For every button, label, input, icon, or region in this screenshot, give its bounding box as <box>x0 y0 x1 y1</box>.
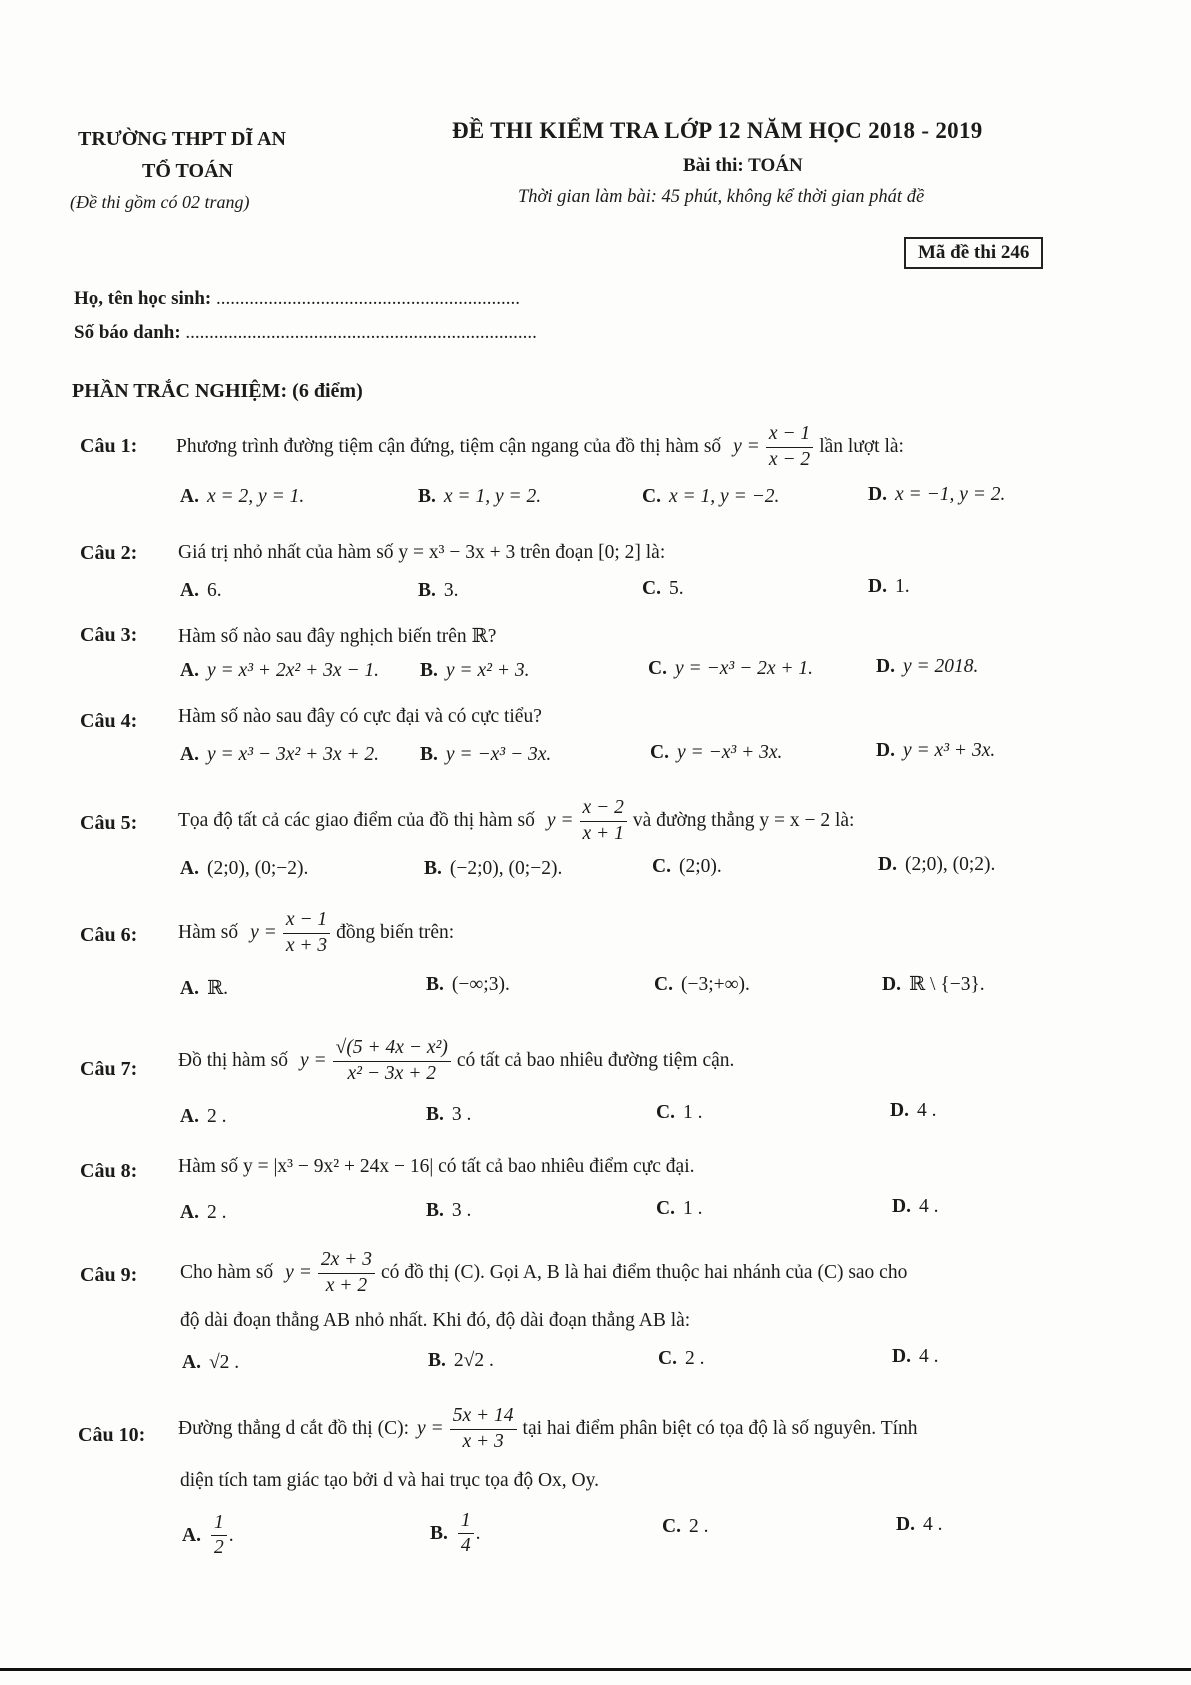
fraction-denominator: x + 3 <box>462 1430 504 1452</box>
option-text: y = −x³ + 3x. <box>676 742 783 763</box>
fraction-denominator: 4 <box>460 1535 471 1557</box>
option-label: A. <box>182 1352 201 1373</box>
option-text: (−2;0), (0;−2). <box>449 858 563 879</box>
answer-option[interactable] <box>878 854 995 876</box>
pages-note: (Đề thi gồm có 02 trang) <box>70 192 250 212</box>
option-text: 2 . <box>206 1202 227 1223</box>
option-label: C. <box>654 974 673 995</box>
answer-option[interactable] <box>420 744 551 766</box>
answer-option[interactable] <box>650 742 782 764</box>
option-label: C. <box>656 1102 675 1123</box>
question-number: Câu 9: <box>80 1264 138 1286</box>
formula-lhs: y = <box>546 810 574 831</box>
formula-lhs: y = <box>417 1418 444 1439</box>
student-id-row <box>74 322 537 344</box>
question-number: Câu 8: <box>80 1160 138 1182</box>
option-label: B. <box>430 1522 448 1544</box>
fraction-denominator: x + 2 <box>325 1274 368 1296</box>
option-label: C. <box>650 742 669 763</box>
question-text-part: Cho hàm số <box>180 1262 274 1283</box>
question-number: Câu 7: <box>80 1058 138 1080</box>
question-text-part: Hàm số <box>178 922 239 943</box>
answer-option[interactable] <box>180 580 222 602</box>
answer-option[interactable] <box>430 1510 481 1558</box>
student-name-row <box>74 288 520 310</box>
option-label: C. <box>658 1348 677 1369</box>
option-label: B. <box>426 1200 444 1221</box>
fraction-numerator: √(5 + 4x − x²) <box>333 1037 451 1061</box>
question-text: Hàm số nào sau đây có cực đại và có cực tiểu? <box>178 706 542 727</box>
answer-option[interactable] <box>426 1104 471 1126</box>
fraction-numerator: x − 1 <box>766 423 813 447</box>
option-label: B. <box>418 486 436 507</box>
question-text <box>176 418 904 476</box>
option-text: (−3;+∞). <box>680 974 750 995</box>
option-text: 2√2 . <box>453 1350 494 1371</box>
option-text: x = 1, y = 2. <box>443 486 542 507</box>
question-text-line2: độ dài đoạn thẳng AB nhỏ nhất. Khi đó, độ dài đoạn thẳng AB là: <box>180 1310 691 1331</box>
option-label: D. <box>878 854 897 875</box>
option-label: D. <box>876 740 895 761</box>
fraction-numerator: 1 <box>211 1512 227 1536</box>
formula-lhs: y = <box>250 922 277 943</box>
option-text: y = 2018. <box>902 656 979 677</box>
option-label: B. <box>420 660 438 681</box>
question-number: Câu 4: <box>80 710 138 732</box>
option-text: ℝ. <box>206 978 229 999</box>
answer-option[interactable] <box>868 576 910 598</box>
question-text-part: lần lượt là: <box>819 436 904 457</box>
fraction-numerator: 5x + 14 <box>450 1405 517 1429</box>
question-text: Hàm số y = |x³ − 9x² + 24x − 16| có tất cả bao nhiêu điểm cực đại. <box>178 1156 695 1177</box>
answer-option[interactable] <box>182 1512 234 1560</box>
formula-lhs: y = <box>285 1262 312 1283</box>
answer-option[interactable] <box>418 580 459 602</box>
fraction <box>318 1249 375 1297</box>
answer-option[interactable] <box>890 1100 936 1122</box>
formula-lhs: y = <box>733 436 760 457</box>
school-name: TRƯỜNG THPT DĨ AN <box>78 128 286 150</box>
option-text: x = 1, y = −2. <box>668 486 780 507</box>
question-text: Hàm số nào sau đây nghịch biến trên ℝ? <box>178 626 497 647</box>
question-number: Câu 6: <box>80 924 138 946</box>
option-label: B. <box>426 1104 444 1125</box>
answer-option[interactable] <box>180 976 228 1000</box>
fraction-denominator: x + 1 <box>582 822 624 844</box>
option-suffix: . <box>228 1524 234 1546</box>
answer-option[interactable] <box>180 660 379 682</box>
option-text: 5. <box>668 578 684 599</box>
option-text: y = x² + 3. <box>445 660 530 681</box>
answer-option[interactable] <box>892 1346 938 1368</box>
option-text: ℝ \ {−3}. <box>908 974 985 995</box>
fraction <box>580 797 627 845</box>
answer-option[interactable] <box>180 858 308 880</box>
answer-option[interactable] <box>180 486 304 508</box>
fraction-denominator: x² − 3x + 2 <box>347 1062 436 1084</box>
student-id-label: Số báo danh: <box>74 322 181 343</box>
option-label: D. <box>876 656 895 677</box>
fraction <box>333 1037 451 1085</box>
scan-edge-divider <box>0 1668 1191 1671</box>
answer-option[interactable] <box>180 1202 226 1224</box>
option-label: D. <box>882 974 901 995</box>
department-name: TỔ TOÁN <box>142 160 233 182</box>
question-text-part: có tất cả bao nhiêu đường tiệm cận. <box>456 1050 735 1071</box>
question-number: Câu 1: <box>80 435 138 457</box>
answer-option[interactable] <box>180 744 379 766</box>
option-text: 1 . <box>682 1198 703 1219</box>
question-text-part: đồng biến trên: <box>336 922 455 943</box>
option-label: A. <box>180 580 199 601</box>
option-text: (2;0), (0;−2). <box>206 858 309 879</box>
option-label: A. <box>180 660 199 681</box>
answer-option[interactable] <box>656 1102 702 1124</box>
option-label: D. <box>892 1346 911 1367</box>
exam-title: ĐỀ THI KIỂM TRA LỚP 12 NĂM HỌC 2018 - 2019 <box>452 118 983 143</box>
student-name-dots: ................................................................ <box>216 288 520 309</box>
answer-option[interactable] <box>418 486 541 508</box>
answer-option[interactable] <box>896 1514 942 1536</box>
answer-option[interactable] <box>652 856 722 878</box>
question-number: Câu 2: <box>80 542 138 564</box>
option-label: D. <box>896 1514 915 1535</box>
fraction-denominator: 2 <box>213 1537 224 1559</box>
fraction-denominator: x − 2 <box>768 448 811 470</box>
option-label: A. <box>180 1106 199 1127</box>
answer-option[interactable] <box>420 660 530 682</box>
answer-option[interactable] <box>642 486 779 508</box>
formula-lhs: y = <box>299 1050 327 1071</box>
option-text: y = x³ + 2x² + 3x − 1. <box>206 660 380 681</box>
answer-option[interactable] <box>882 972 985 996</box>
question-number: Câu 3: <box>80 624 138 646</box>
option-text: 4 . <box>918 1196 939 1217</box>
option-label: A. <box>180 486 199 507</box>
option-text: 2 . <box>684 1348 705 1369</box>
option-text: 4 . <box>918 1346 939 1367</box>
answer-option[interactable] <box>868 484 1005 506</box>
answer-option[interactable] <box>658 1348 704 1370</box>
option-text: 3 . <box>451 1104 472 1125</box>
option-label: B. <box>426 974 444 995</box>
question-text-part: Phương trình đường tiệm cận đứng, tiệm cận ngang của đồ thị hàm số <box>176 436 722 457</box>
option-text: 1. <box>894 576 910 597</box>
option-text: y = x³ − 3x² + 3x + 2. <box>206 744 380 765</box>
option-text: 1 . <box>682 1102 703 1123</box>
option-label: A. <box>182 1524 201 1546</box>
option-text: 4 . <box>916 1100 937 1121</box>
fraction <box>458 1510 474 1558</box>
fraction <box>766 423 813 471</box>
option-label: C. <box>642 578 661 599</box>
option-label: A. <box>180 978 199 999</box>
question-number: Câu 10: <box>78 1424 146 1446</box>
option-text: 4 . <box>922 1514 943 1535</box>
fraction <box>283 909 330 957</box>
question-text-part: tại hai điểm phân biệt có tọa độ là số nguyên. Tính <box>522 1418 918 1439</box>
fraction-numerator: x − 1 <box>283 909 330 933</box>
answer-option[interactable] <box>656 1198 702 1220</box>
question-text-part: có đồ thị (C). Gọi A, B là hai điểm thuộc hai nhánh của (C) sao cho <box>380 1262 908 1283</box>
option-label: C. <box>656 1198 675 1219</box>
exam-code-box: Mã đề thi 246 <box>904 237 1043 269</box>
answer-option[interactable] <box>424 858 562 880</box>
option-label: C. <box>642 486 661 507</box>
answer-option[interactable] <box>648 658 813 680</box>
question-number: Câu 5: <box>80 812 138 834</box>
section-title: PHẦN TRẮC NGHIỆM: (6 điểm) <box>72 380 363 402</box>
fraction <box>211 1512 227 1560</box>
answer-option[interactable] <box>428 1350 494 1372</box>
option-text: 3. <box>443 580 459 601</box>
question-text-part: Tọa độ tất cả các giao điểm của đồ thị hàm số <box>178 810 535 831</box>
option-label: B. <box>420 744 438 765</box>
option-text: (−∞;3). <box>451 974 510 995</box>
option-label: C. <box>662 1516 681 1537</box>
question-text <box>180 1242 907 1304</box>
option-text: y = −x³ − 3x. <box>445 744 552 765</box>
question-text <box>178 1398 918 1460</box>
question-text-part: Đường thẳng d cắt đồ thị (C): <box>178 1418 410 1439</box>
question-text-part: và đường thẳng y = x − 2 là: <box>632 810 855 831</box>
time-note: Thời gian làm bài: 45 phút, không kể thời gian phát đề <box>518 187 925 207</box>
option-text: (2;0). <box>678 856 722 877</box>
answer-option[interactable] <box>642 578 684 600</box>
question-text-line2: diện tích tam giác tạo bởi d và hai trục tọa độ Ox, Oy. <box>180 1470 599 1491</box>
answer-option[interactable] <box>654 974 750 996</box>
option-label: A. <box>180 744 199 765</box>
option-text: 6. <box>206 580 222 601</box>
fraction-denominator: x + 3 <box>285 934 328 956</box>
question-text <box>178 1030 734 1092</box>
option-text: 2 . <box>206 1106 227 1127</box>
option-label: C. <box>648 658 667 679</box>
option-label: A. <box>180 1202 199 1223</box>
answer-option[interactable] <box>426 974 510 996</box>
option-label: B. <box>428 1350 446 1371</box>
answer-option[interactable] <box>426 1200 471 1222</box>
option-label: D. <box>868 484 887 505</box>
option-text: x = 2, y = 1. <box>206 486 305 507</box>
answer-option[interactable] <box>662 1516 708 1538</box>
option-text: x = −1, y = 2. <box>894 484 1006 505</box>
student-name-label: Họ, tên học sinh: <box>74 288 212 309</box>
fraction-numerator: 1 <box>458 1510 474 1534</box>
option-label: D. <box>890 1100 909 1121</box>
answer-option[interactable] <box>180 1106 226 1128</box>
option-text: y = x³ + 3x. <box>902 740 996 761</box>
option-label: B. <box>418 580 436 601</box>
fraction-numerator: x − 2 <box>580 797 627 821</box>
option-text: (2;0), (0;2). <box>904 854 996 875</box>
option-label: D. <box>892 1196 911 1217</box>
option-label: B. <box>424 858 442 879</box>
question-text: Giá trị nhỏ nhất của hàm số y = x³ − 3x + 3 trên đoạn [0; 2] là: <box>178 542 666 563</box>
option-text: 3 . <box>451 1200 472 1221</box>
option-text: √2 . <box>208 1352 240 1373</box>
option-text: 2 . <box>688 1516 709 1537</box>
option-text: y = −x³ − 2x + 1. <box>674 658 814 679</box>
fraction-numerator: 2x + 3 <box>318 1249 375 1273</box>
option-suffix: . <box>475 1522 481 1544</box>
student-id-dots: .......................................................................... <box>185 322 537 343</box>
question-text <box>178 792 854 850</box>
option-label: A. <box>180 858 199 879</box>
fraction <box>450 1405 517 1453</box>
answer-option[interactable] <box>876 656 978 678</box>
option-label: C. <box>652 856 671 877</box>
question-text-part: Đồ thị hàm số <box>178 1050 288 1071</box>
answer-option[interactable] <box>892 1196 938 1218</box>
answer-option[interactable] <box>876 740 995 762</box>
question-text <box>178 904 454 962</box>
exam-subject: Bài thi: TOÁN <box>683 155 803 176</box>
answer-option[interactable] <box>182 1352 239 1374</box>
option-label: D. <box>868 576 887 597</box>
